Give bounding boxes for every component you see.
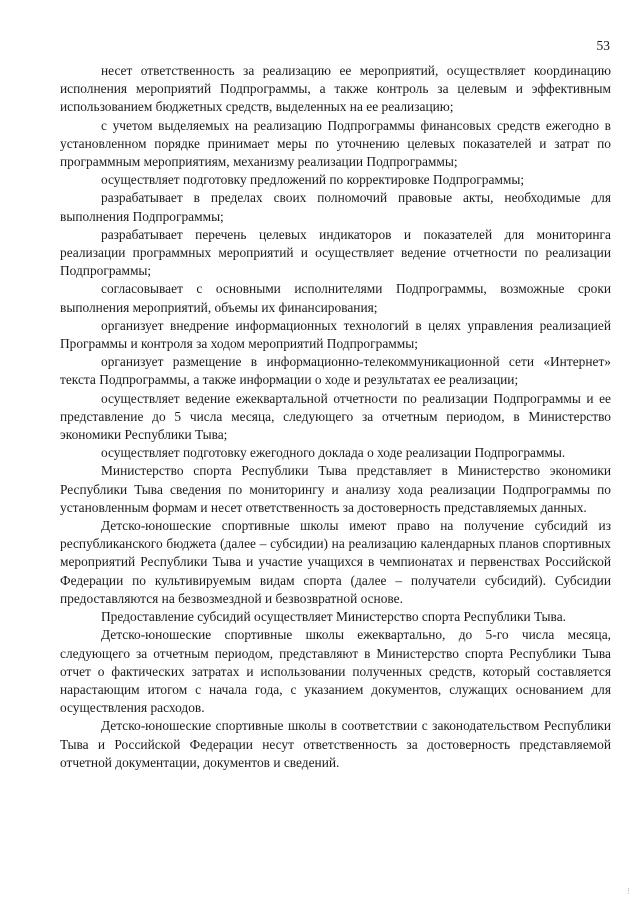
paragraph: разрабатывает в пределах своих полномочий правовые акты, необходимые для выполнения Подпрограммы; — [60, 190, 611, 224]
paragraph: осуществляет подготовку предложений по корректировке Подпрограммы; — [101, 172, 525, 188]
paragraph: согласовывает с основными исполнителями Подпрограммы, возможные сроки выполнения мероприятий, объемы их финансирования; — [60, 281, 611, 315]
paragraph: Предоставление субсидий осуществляет Министерство спорта Республики Тыва. — [101, 609, 566, 625]
paragraph: Министерство спорта Республики Тыва представляет в Министерство экономики Республики Тыва сведения по мониторингу и анализу хода реализации Подпрограммы по установленным формам и несет ответственность за достоверность представляемых данных. — [60, 463, 611, 515]
paragraph: осуществляет ведение ежеквартальной отчетности по реализации Подпрограммы и ее представление до 5 числа месяца, следующего за отчетным периодом, в Министерство экономики Республики Тыва; — [60, 390, 611, 443]
paragraph: Детско-юношеские спортивные школы в соответствии с законодательством Республики Тыва и Российской Федерации несут ответственность за достоверность представляемой отчетной документации, документов и сведений. — [60, 718, 611, 770]
paragraph: разрабатывает перечень целевых индикаторов и показателей для мониторинга реализации программных мероприятий и осуществляет ведение отчетности по реализации Подпрограммы; — [60, 226, 611, 279]
document-body — [60, 62, 611, 772]
scan-artifact: ⁝ — [627, 887, 630, 897]
paragraph: с учетом выделяемых на реализацию Подпрограммы финансовых средств ежегодно в установленном порядке принимает меры по уточнению целевых показателей и затрат по программным мероприятиям, механизму реализации Подпрограммы; — [60, 117, 611, 170]
page-number: 53 — [596, 38, 610, 53]
paragraph: осуществляет подготовку ежегодного доклада о ходе реализации Подпрограммы. — [101, 445, 566, 461]
paragraph: Детско-юношеские спортивные школы ежеквартально, до 5-го числа месяца, следующего за отчетным периодом, представляют в Министерство спорта Республики Тыва отчет о фактических затратах и использовании полученных средств, который составляется нарастающим итогом с начала года, с указанием документов, служащих основанием для осуществления расходов. — [60, 627, 611, 716]
paragraph: несет ответственность за реализацию ее мероприятий, осуществляет координацию исполнения мероприятий Подпрограммы, а также контроль за целевым и эффективным использованием бюджетных средств, выделенных на ее реализацию; — [60, 63, 611, 115]
paragraph: организует внедрение информационных технологий в целях управления реализацией Программы и контроля за ходом мероприятий Подпрограммы; — [60, 317, 611, 352]
paragraph: организует размещение в информационно-телекоммуникационной сети «Интернет» текста Подпрограммы, а также информации о ходе и результатах ее реализации; — [60, 354, 611, 388]
paragraph: Детско-юношеские спортивные школы имеют право на получение субсидий из республиканского бюджета (далее – субсидии) на реализацию календарных планов спортивных мероприятий Республики Тыва и участие учащихся в чемпионатах и первенствах Российской Федерации по культивируемым видам спорта (далее – получатели субсидий). Субсидии предоставляются на безвозмездной и безвозвратной основе. — [60, 518, 611, 606]
